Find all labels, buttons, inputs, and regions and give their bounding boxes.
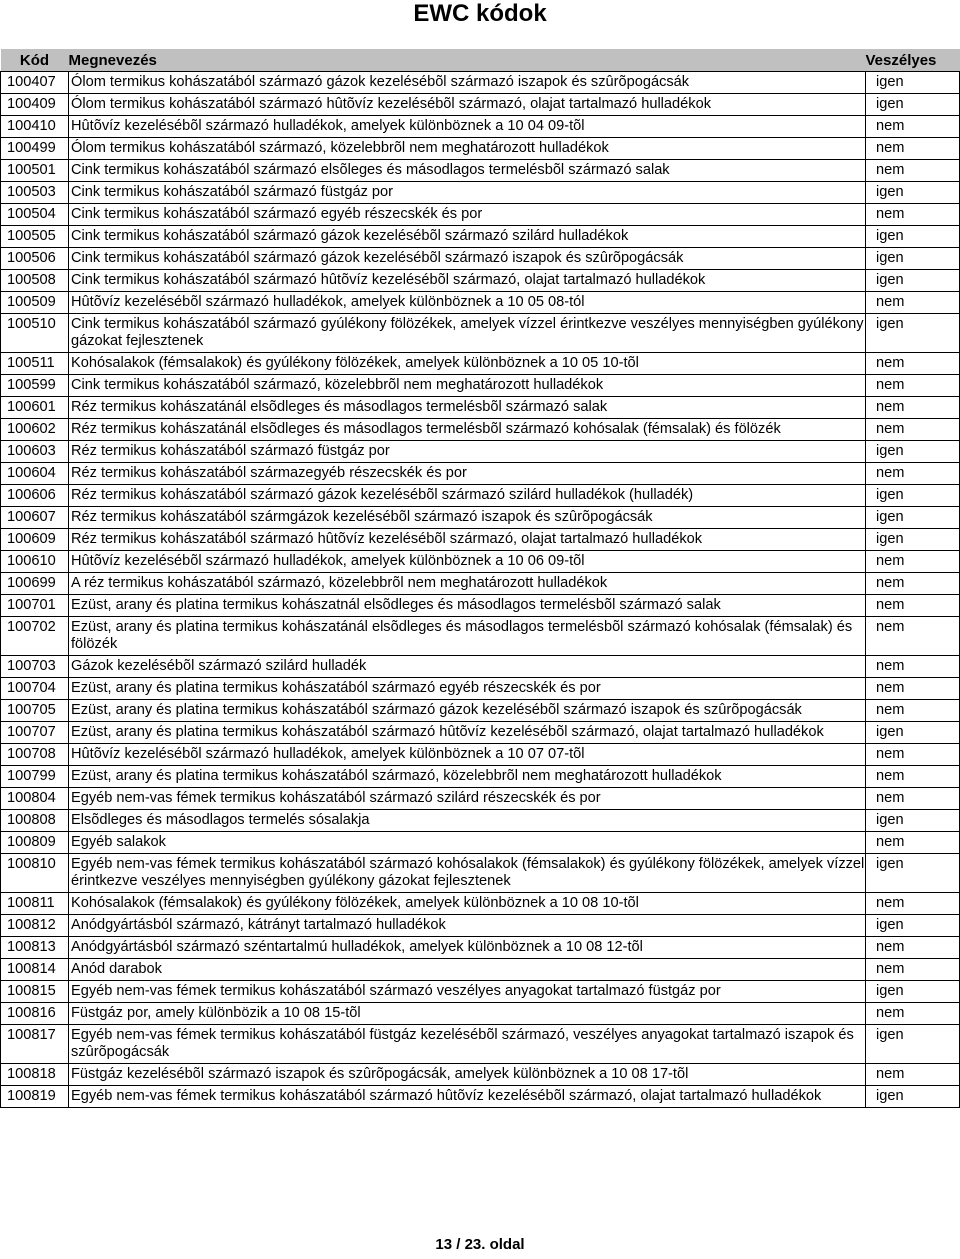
- code-cell: 100799: [1, 766, 69, 788]
- hazardous-cell: nem: [866, 937, 960, 959]
- name-cell: Hûtõvíz kezelésébõl származó hulladékok, amelyek különböznek a 10 05 08-tól: [69, 292, 866, 314]
- page-title: EWC kódok: [413, 0, 547, 27]
- code-cell: 100602: [1, 419, 69, 441]
- ewc-table: [0, 49, 960, 1108]
- code-cell: 100811: [1, 893, 69, 915]
- code-cell: 100699: [1, 573, 69, 595]
- hazardous-cell: nem: [866, 959, 960, 981]
- hazardous-cell: igen: [866, 529, 960, 551]
- table-row: [1, 314, 960, 353]
- code-cell: 100501: [1, 160, 69, 182]
- table-row: [1, 893, 960, 915]
- name-cell: Cink termikus kohászatából származó elsõleges és másodlagos termelésbõl származó salak: [69, 160, 866, 182]
- table-row: [1, 744, 960, 766]
- name-cell: Cink termikus kohászatából származó, közelebbrõl nem meghatározott hulladékok: [69, 375, 866, 397]
- code-cell: 100705: [1, 700, 69, 722]
- hazardous-cell: nem: [866, 1003, 960, 1025]
- name-cell: Ólom termikus kohászatából származó gázok kezelésébõl származó iszapok és szûrõpogácsák: [69, 72, 866, 94]
- table-row: [1, 678, 960, 700]
- hazardous-cell: igen: [866, 248, 960, 270]
- hazardous-cell: nem: [866, 375, 960, 397]
- hazardous-cell: nem: [866, 700, 960, 722]
- hazardous-cell: nem: [866, 617, 960, 656]
- code-cell: 100508: [1, 270, 69, 292]
- table-row: [1, 94, 960, 116]
- code-cell: 100607: [1, 507, 69, 529]
- table-row: [1, 292, 960, 314]
- name-cell: Egyéb nem-vas fémek termikus kohászatából származó veszélyes anyagokat tartalmazó füstgáz por: [69, 981, 866, 1003]
- hazardous-cell: nem: [866, 138, 960, 160]
- name-cell: Ezüst, arany és platina termikus kohászatából származó, közelebbrõl nem meghatározott hulladékok: [69, 766, 866, 788]
- code-cell: 100509: [1, 292, 69, 314]
- name-cell: Anódgyártásból származó, kátrányt tartalmazó hulladékok: [69, 915, 866, 937]
- table-row: [1, 226, 960, 248]
- table-row: [1, 116, 960, 138]
- name-cell: Anód darabok: [69, 959, 866, 981]
- code-cell: 100702: [1, 617, 69, 656]
- table-row: [1, 788, 960, 810]
- hazardous-cell: nem: [866, 419, 960, 441]
- table-row: [1, 573, 960, 595]
- table-row: [1, 656, 960, 678]
- name-cell: A réz termikus kohászatából származó, közelebbrõl nem meghatározott hulladékok: [69, 573, 866, 595]
- name-cell: Elsõdleges és másodlagos termelés sósalakja: [69, 810, 866, 832]
- code-cell: 100511: [1, 353, 69, 375]
- name-cell: Réz termikus kohászatából származó gázok kezelésébõl származó szilárd hulladékok (hulladék): [69, 485, 866, 507]
- table-row: [1, 529, 960, 551]
- table-row: [1, 270, 960, 292]
- name-cell: Egyéb nem-vas fémek termikus kohászatából származó szilárd részecskék és por: [69, 788, 866, 810]
- code-cell: 100503: [1, 182, 69, 204]
- table-row: [1, 182, 960, 204]
- hazardous-cell: igen: [866, 485, 960, 507]
- table-row: [1, 419, 960, 441]
- name-cell: Füstgáz kezelésébõl származó iszapok és szûrõpogácsák, amelyek különböznek a 10 08 17-tõl: [69, 1064, 866, 1086]
- hazardous-cell: nem: [866, 463, 960, 485]
- name-cell: Ezüst, arany és platina termikus kohászatnál elsõdleges és másodlagos termelésbõl származó salak: [69, 595, 866, 617]
- code-cell: 100499: [1, 138, 69, 160]
- hazardous-cell: igen: [866, 182, 960, 204]
- code-cell: 100812: [1, 915, 69, 937]
- code-cell: 100701: [1, 595, 69, 617]
- name-cell: Ezüst, arany és platina termikus kohászatából származó gázok kezelésébõl származó iszapok és szûrõpogácsák: [69, 700, 866, 722]
- hazardous-cell: igen: [866, 314, 960, 353]
- table-row: [1, 959, 960, 981]
- name-cell: Cink termikus kohászatából származó hûtõvíz kezelésébõl származó, olajat tartalmazó hulladékok: [69, 270, 866, 292]
- code-cell: 100818: [1, 1064, 69, 1086]
- table-row: [1, 375, 960, 397]
- table-row: [1, 937, 960, 959]
- hazardous-cell: igen: [866, 507, 960, 529]
- hazardous-cell: igen: [866, 722, 960, 744]
- code-cell: 100609: [1, 529, 69, 551]
- name-cell: Cink termikus kohászatából származó füstgáz por: [69, 182, 866, 204]
- table-row: [1, 981, 960, 1003]
- code-cell: 100604: [1, 463, 69, 485]
- name-cell: Füstgáz por, amely különbözik a 10 08 15-tõl: [69, 1003, 866, 1025]
- name-cell: Réz termikus kohászatánál elsõdleges és másodlagos termelésbõl származó kohósalak (fémsalak) és fölözék: [69, 419, 866, 441]
- table-row: [1, 1064, 960, 1086]
- name-cell: Cink termikus kohászatából származó egyéb részecskék és por: [69, 204, 866, 226]
- table-row: [1, 72, 960, 94]
- hazardous-cell: nem: [866, 744, 960, 766]
- table-row: [1, 832, 960, 854]
- name-cell: Ezüst, arany és platina termikus kohászatából származó hûtõvíz kezelésébõl származó, olajat tartalmazó hulladékok: [69, 722, 866, 744]
- table-row: [1, 353, 960, 375]
- hazardous-cell: nem: [866, 116, 960, 138]
- table-row: [1, 1003, 960, 1025]
- hazardous-cell: igen: [866, 1025, 960, 1064]
- code-cell: 100814: [1, 959, 69, 981]
- code-cell: 100816: [1, 1003, 69, 1025]
- hazardous-cell: nem: [866, 678, 960, 700]
- hazardous-cell: igen: [866, 94, 960, 116]
- hazardous-cell: igen: [866, 981, 960, 1003]
- hazardous-cell: igen: [866, 1086, 960, 1108]
- table-row: [1, 722, 960, 744]
- code-cell: 100409: [1, 94, 69, 116]
- name-cell: Egyéb salakok: [69, 832, 866, 854]
- hazardous-cell: nem: [866, 1064, 960, 1086]
- code-cell: 100601: [1, 397, 69, 419]
- table-row: [1, 248, 960, 270]
- hazardous-cell: nem: [866, 573, 960, 595]
- name-cell: Egyéb nem-vas fémek termikus kohászatából származó kohósalakok (fémsalakok) és gyúlékony fölözékek, amelyek vízzel érintkezve veszélyes mennyiségben gyúlékony gázokat fejlesztenek: [69, 854, 866, 893]
- name-cell: Cink termikus kohászatából származó gyúlékony fölözékek, amelyek vízzel érintkezve veszélyes mennyiségben gyúlékony gázokat fejlesztenek: [69, 314, 866, 353]
- table-row: [1, 397, 960, 419]
- table-row: [1, 1086, 960, 1108]
- table-row: [1, 766, 960, 788]
- name-cell: Réz termikus kohászatából származó hûtõvíz kezelésébõl származó, olajat tartalmazó hulladékok: [69, 529, 866, 551]
- hazardous-cell: nem: [866, 204, 960, 226]
- table-row: [1, 485, 960, 507]
- table-row: [1, 700, 960, 722]
- name-cell: Ezüst, arany és platina termikus kohászatából származó egyéb részecskék és por: [69, 678, 866, 700]
- hazardous-cell: igen: [866, 810, 960, 832]
- header-code: Kód: [19, 51, 50, 69]
- code-cell: 100606: [1, 485, 69, 507]
- hazardous-cell: igen: [866, 854, 960, 893]
- code-cell: 100708: [1, 744, 69, 766]
- hazardous-cell: nem: [866, 292, 960, 314]
- code-cell: 100819: [1, 1086, 69, 1108]
- table-row: [1, 915, 960, 937]
- table-header: [1, 49, 960, 72]
- table-row: [1, 441, 960, 463]
- table-row: [1, 160, 960, 182]
- code-cell: 100599: [1, 375, 69, 397]
- table-row: [1, 138, 960, 160]
- name-cell: Réz termikus kohászatánál elsõdleges és másodlagos termelésbõl származó salak: [69, 397, 866, 419]
- name-cell: Anódgyártásból származó széntartalmú hulladékok, amelyek különböznek a 10 08 12-tõl: [69, 937, 866, 959]
- header-hazardous: Veszélyes: [865, 51, 937, 69]
- code-cell: 100804: [1, 788, 69, 810]
- table-body: [1, 72, 960, 1108]
- name-cell: Ólom termikus kohászatából származó hûtõvíz kezelésébõl származó, olajat tartalmazó hulladékok: [69, 94, 866, 116]
- code-cell: 100610: [1, 551, 69, 573]
- header-name: Megnevezés: [68, 51, 157, 69]
- code-cell: 100810: [1, 854, 69, 893]
- code-cell: 100817: [1, 1025, 69, 1064]
- table-row: [1, 1025, 960, 1064]
- name-cell: Hûtõvíz kezelésébõl származó hulladékok, amelyek különböznek a 10 07 07-tõl: [69, 744, 866, 766]
- hazardous-cell: igen: [866, 226, 960, 248]
- code-cell: 100410: [1, 116, 69, 138]
- code-cell: 100603: [1, 441, 69, 463]
- hazardous-cell: nem: [866, 656, 960, 678]
- hazardous-cell: nem: [866, 353, 960, 375]
- name-cell: Hûtõvíz kezelésébõl származó hulladékok, amelyek különböznek a 10 04 09-tõl: [69, 116, 866, 138]
- table-row: [1, 595, 960, 617]
- hazardous-cell: igen: [866, 270, 960, 292]
- table-row: [1, 204, 960, 226]
- hazardous-cell: nem: [866, 551, 960, 573]
- name-cell: Réz termikus kohászatából szármgázok kezelésébõl származó iszapok és szûrõpogácsák: [69, 507, 866, 529]
- name-cell: Cink termikus kohászatából származó gázok kezelésébõl származó iszapok és szûrõpogácsák: [69, 248, 866, 270]
- code-cell: 100815: [1, 981, 69, 1003]
- table-row: [1, 854, 960, 893]
- code-cell: 100703: [1, 656, 69, 678]
- code-cell: 100808: [1, 810, 69, 832]
- hazardous-cell: igen: [866, 441, 960, 463]
- hazardous-cell: nem: [866, 832, 960, 854]
- name-cell: Réz termikus kohászatából származegyéb részecskék és por: [69, 463, 866, 485]
- code-cell: 100707: [1, 722, 69, 744]
- table-row: [1, 463, 960, 485]
- code-cell: 100504: [1, 204, 69, 226]
- code-cell: 100506: [1, 248, 69, 270]
- name-cell: Gázok kezelésébõl származó szilárd hulladék: [69, 656, 866, 678]
- hazardous-cell: igen: [866, 915, 960, 937]
- name-cell: Hûtõvíz kezelésébõl származó hulladékok, amelyek különböznek a 10 06 09-tõl: [69, 551, 866, 573]
- name-cell: Ezüst, arany és platina termikus kohászatánál elsõdleges és másodlagos termelésbõl származó kohósalak (fémsalak) és fölözék: [69, 617, 866, 656]
- name-cell: Kohósalakok (fémsalakok) és gyúlékony fölözékek, amelyek különböznek a 10 08 10-tõl: [69, 893, 866, 915]
- code-cell: 100704: [1, 678, 69, 700]
- hazardous-cell: igen: [866, 72, 960, 94]
- hazardous-cell: nem: [866, 766, 960, 788]
- code-cell: 100407: [1, 72, 69, 94]
- name-cell: Egyéb nem-vas fémek termikus kohászatából füstgáz kezelésébõl származó, veszélyes anyagokat tartalmazó iszapok és szûrõpogácsák: [69, 1025, 866, 1064]
- table-row: [1, 507, 960, 529]
- name-cell: Egyéb nem-vas fémek termikus kohászatából származó hûtõvíz kezelésébõl származó, olajat tartalmazó hulladékok: [69, 1086, 866, 1108]
- hazardous-cell: nem: [866, 595, 960, 617]
- code-cell: 100505: [1, 226, 69, 248]
- table-row: [1, 551, 960, 573]
- hazardous-cell: nem: [866, 893, 960, 915]
- code-cell: 100813: [1, 937, 69, 959]
- hazardous-cell: nem: [866, 397, 960, 419]
- code-cell: 100510: [1, 314, 69, 353]
- name-cell: Réz termikus kohászatából származó füstgáz por: [69, 441, 866, 463]
- name-cell: Cink termikus kohászatából származó gázok kezelésébõl származó szilárd hulladékok: [69, 226, 866, 248]
- code-cell: 100809: [1, 832, 69, 854]
- table-row: [1, 810, 960, 832]
- hazardous-cell: nem: [866, 788, 960, 810]
- name-cell: Ólom termikus kohászatából származó, közelebbrõl nem meghatározott hulladékok: [69, 138, 866, 160]
- hazardous-cell: nem: [866, 160, 960, 182]
- name-cell: Kohósalakok (fémsalakok) és gyúlékony fölözékek, amelyek különböznek a 10 05 10-tõl: [69, 353, 866, 375]
- page-number: 13 / 23. oldal: [435, 1236, 525, 1253]
- table-row: [1, 617, 960, 656]
